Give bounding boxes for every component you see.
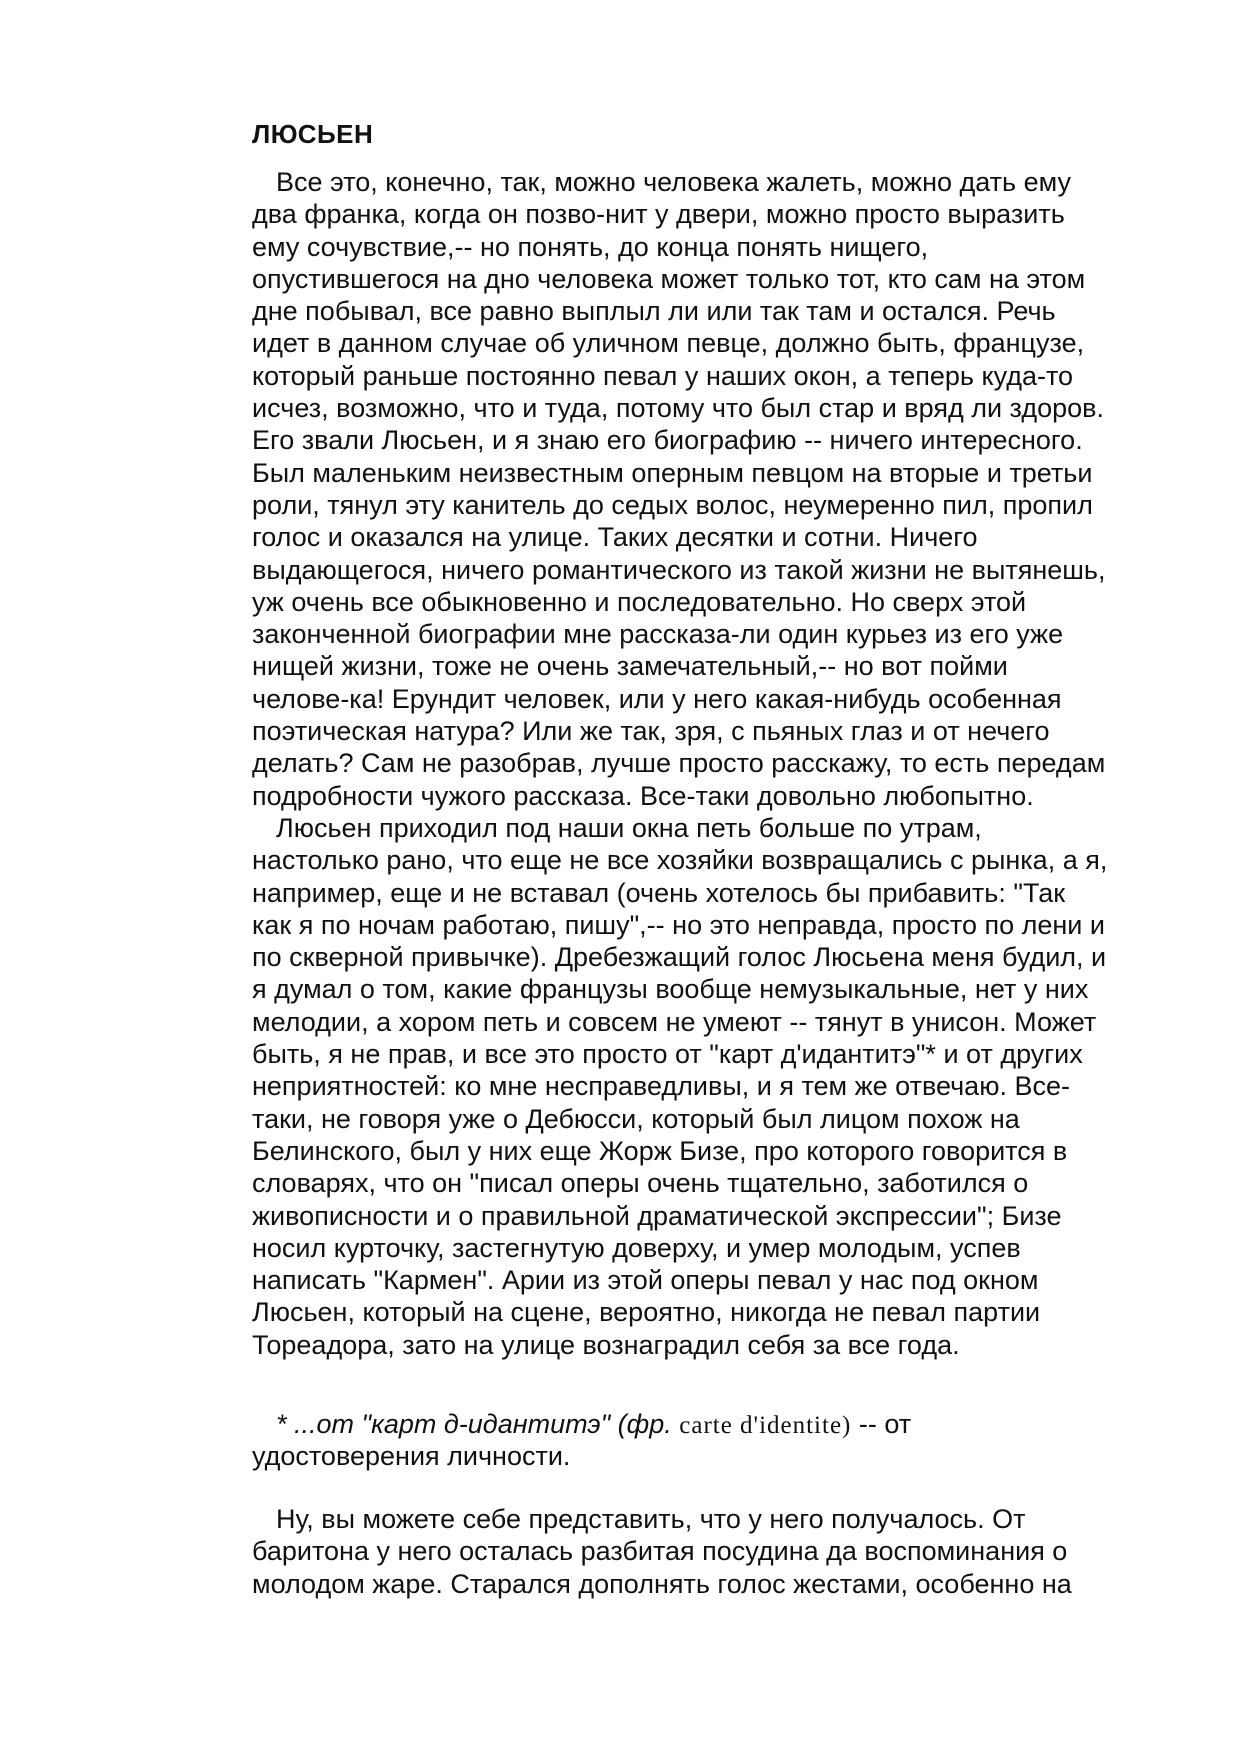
footnote-line xyxy=(252,1408,911,1440)
text-line: нищей жизни, тоже не очень замечательный,-- но вот пойми xyxy=(252,651,1008,682)
document-title: ЛЮСЬЕН xyxy=(252,119,374,149)
text-line: словарях, что он "писал оперы очень тщательно, заботился о xyxy=(252,1168,1029,1199)
text-line: носил курточку, застегнутую доверху, и умер молодым, успев xyxy=(252,1232,1021,1263)
text-line: исчез, возможно, что и туда, потому что был стар и вряд ли здоров. xyxy=(252,393,1104,424)
paragraph-1 xyxy=(252,166,1107,1361)
footnote-tail: -- от xyxy=(851,1409,912,1439)
text-line: Его звали Люсьен, и я знаю его биографию -- ничего интересного. xyxy=(252,425,1083,456)
text-line: который раньше постоянно певал у наших окон, а теперь куда-то xyxy=(252,360,1074,391)
text-line: настолько рано, что еще не все хозяйки возвращались с рынка, а я, xyxy=(252,845,1108,876)
text-line: Был маленьким неизвестным оперным певцом на вторые и третьи xyxy=(252,457,1093,488)
footnote-line: удостоверения личности. xyxy=(252,1441,571,1472)
text-line: делать? Сам не разобрав, лучше просто расскажу, то есть передам xyxy=(252,748,1106,779)
text-line: голос и оказался на улице. Таких десятки и сотни. Ничего xyxy=(252,522,978,553)
text-line: Тореадора, зато на улице вознаградил себя за все года. xyxy=(252,1329,960,1360)
text-line: Люсьен, который на сцене, вероятно, никогда не певал партии xyxy=(252,1297,1041,1328)
text-line: написать "Кармен". Арии из этой оперы певал у нас под окном xyxy=(252,1265,1039,1296)
text-line: мелодии, а хором петь и совсем не умеют -- тянут в унисон. Может xyxy=(252,1006,1097,1037)
text-line: я думал о том, какие французы вообще немузыкальные, нет у них xyxy=(252,974,1089,1005)
text-line: идет в данном случае об уличном певце, должно быть, французе, xyxy=(252,328,1085,359)
paragraph-3 xyxy=(252,1503,1072,1600)
text-line: Люсьен приходил под наши окна петь больше по утрам, xyxy=(276,812,982,843)
footnote xyxy=(252,1408,911,1473)
text-line: уж очень все обыкновенно и последовательно. Но сверх этой xyxy=(252,586,1027,617)
text-line: Ну, вы можете себе представить, что у него получалось. От xyxy=(276,1504,1026,1534)
text-line: поэтическая натура? Или же так, зря, с пьяных глаз и от нечего xyxy=(252,716,1050,747)
text-line: челове-ка! Ерундит человек, или у него какая-нибудь особенная xyxy=(252,683,1062,714)
text-line: неприятностей: ко мне несправедливы, и я тем же отвечаю. Все- xyxy=(252,1071,1070,1102)
text-line: например, еще и не вставал (очень хотелось бы прибавить: "Так xyxy=(252,877,1066,908)
text-line: Все это, конечно, так, можно человека жалеть, можно дать ему xyxy=(276,167,1071,197)
text-line: роли, тянул эту канитель до седых волос, неумеренно пил, пропил xyxy=(252,489,1093,520)
text-line: опустившегося на дно человека может только тот, кто сам на этом xyxy=(252,263,1086,294)
text-line: законченной биографии мне рассказа-ли один курьез из его уже xyxy=(252,619,1064,650)
text-line: молодом жаре. Старался дополнять голос жестами, особенно на xyxy=(252,1568,1072,1599)
text-line: выдающегося, ничего романтического из такой жизни не вытянешь, xyxy=(252,554,1106,585)
text-line: дне побывал, все равно выплыл ли или так там и остался. Речь xyxy=(252,296,1056,327)
text-line: быть, я не прав, и все это просто от "карт д'идантитэ"* и от других xyxy=(252,1039,1083,1070)
text-line: два франка, когда он позво-нит у двери, можно просто выразить xyxy=(252,199,1065,230)
footnote-french-term: carte d'identite) xyxy=(679,1412,852,1439)
text-line: подробности чужого рассказа. Все-таки довольно любопытно. xyxy=(252,780,1034,811)
text-line: по скверной привычке). Дребезжащий голос Люсьена меня будил, и xyxy=(252,942,1107,973)
text-line: таки, не говоря уже о Дебюсси, который был лицом похож на xyxy=(252,1103,1020,1134)
footnote-italic: * ...от "карт д-идантитэ" (фр. xyxy=(276,1409,672,1439)
text-line: живописности и о правильной драматической экспрессии"; Бизе xyxy=(252,1200,1062,1231)
text-line: Белинского, был у них еще Жорж Бизе, про которого говорится в xyxy=(252,1135,1068,1166)
text-line: ему сочувствие,-- но понять, до конца понять нищего, xyxy=(252,231,929,262)
text-line: как я по ночам работаю, пишу",-- но это неправда, просто по лени и xyxy=(252,909,1105,940)
text-line: баритона у него осталась разбитая посудина да воспоминания о xyxy=(252,1536,1068,1567)
